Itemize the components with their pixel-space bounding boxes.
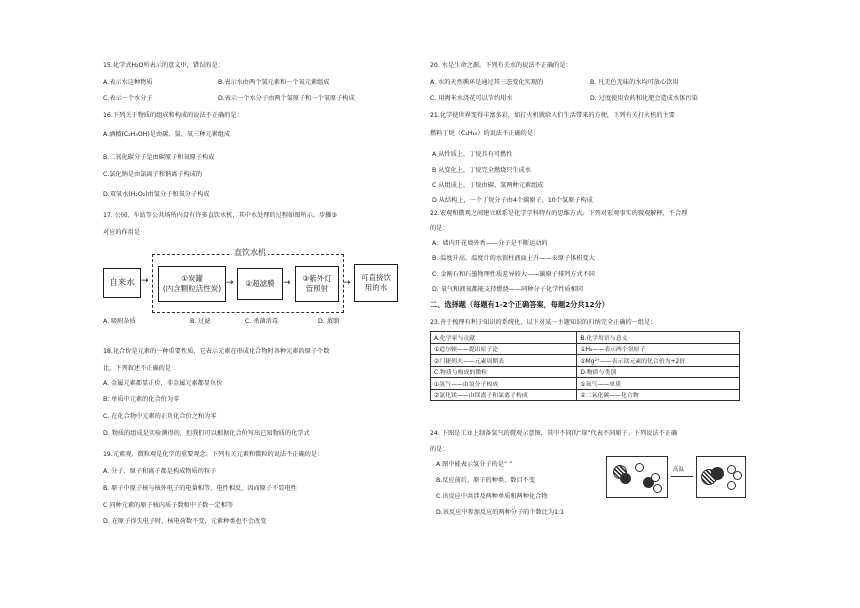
q16-option-a: A.酒精(C₂H₅OH)是由碳、氢、氧三种元素组成 xyxy=(103,131,231,138)
q21-option-a: A 从性质上，丁烷具有可燃性 xyxy=(432,151,513,158)
q18-option-b: B. 单质中元素的化合价为零 xyxy=(103,396,180,403)
q17-option-a: A. 吸附杂质 xyxy=(103,318,136,325)
q19-option-d: D. 在原子得失电子时，核电荷数不变，元素种类也不会改变 xyxy=(103,518,267,525)
q22-option-c: C. 金刚石和石墨物理性质差异较大——碳原子排列方式不同 xyxy=(432,271,595,278)
carbon-tank-note: (内含颗粒活性炭) xyxy=(162,284,222,293)
q21-stem-line2: 燃料丁烷（C₄H₁₀）的说法不正确的是： xyxy=(430,130,540,137)
table-row xyxy=(431,355,740,367)
table-cell: ①道尔顿——提出原子论 xyxy=(431,343,577,355)
section-2-heading: 二、选择题（每题有1-2个正确答案，每题2分共12分） xyxy=(430,300,609,309)
q24-stem-line2: 的是： xyxy=(430,446,449,453)
hydrogen-atom-icon xyxy=(635,463,644,472)
table-cell: ②Mg²⁺——表示镁元素的化合价为+2价 xyxy=(577,355,740,367)
table-cell: ②二氧化碳——化合物 xyxy=(577,389,740,401)
q22-option-d: D. 氧气和液氧都能支持燃烧——同种分子化学性质相同 xyxy=(432,286,584,293)
reactants-box xyxy=(606,456,668,498)
table-cell: B.化学用语与意义 xyxy=(577,332,740,344)
uv-lamp-note: 管照射 xyxy=(305,284,329,293)
oxygen-atom-icon xyxy=(711,467,724,480)
q16-option-c: C.氯化钠是由氯离子和钠离子构成的 xyxy=(103,171,203,178)
q21-option-c: C 从组成上，丁烷由碳、氢两种元素组成 xyxy=(432,182,544,189)
drinkable-water-line1: 可直接饮 xyxy=(361,273,391,282)
q17-stem-line2: 对应的作用是 xyxy=(103,229,141,236)
q21-stem-line1: 21.化学使世界变得丰富多彩，如打火机就给人们生活带来的方便，下列有关打火机的主要 xyxy=(430,112,675,119)
table-row xyxy=(431,366,740,378)
q24-stem-line1: 24. 下图是工业上制备氢气的微观示意图，其中不同的“球”代表不同原子。下列说法不正确 xyxy=(430,430,678,437)
q16-option-d: D.双氧水(H₂O₂)由氢分子和氧分子构成 xyxy=(103,191,210,198)
q17-option-b: B. 过滤 xyxy=(190,318,211,325)
uv-lamp-label: ③紫外灯 xyxy=(302,274,332,283)
hydrogen-atom-icon xyxy=(727,481,736,490)
q18-stem-line2: 比。下列叙述不正确的是： xyxy=(103,365,178,372)
table-cell: C.物质与构成的微粒 xyxy=(431,366,577,378)
table-cell: A.化学家与贡献 xyxy=(431,332,577,344)
oxygen-atom-icon xyxy=(620,473,631,484)
q16-stem: 16.下列关于物质的组成和构成的说法不正确的是： xyxy=(103,112,243,119)
table-cell: ①H₂——表示两个氢原子 xyxy=(577,343,740,355)
arrow-icon: → xyxy=(141,276,149,286)
q15-option-b: B.表示水由两个氢元素和一个氧元素组成 xyxy=(218,79,330,86)
machine-label: 直饮水机 xyxy=(234,248,266,257)
q24-option-b: B.反应前后，原子的种类、数目不变 xyxy=(436,477,536,484)
table-cell: D.物质与类别 xyxy=(577,366,740,378)
q22-stem-line1: 22.宏观和微观之间建立联系是化学学科特有的思维方式。下列对宏观事实的微观解释，不合理 xyxy=(430,210,688,217)
q21-option-d: D 从结构上，一个丁烷分子由4个碳原子、10个氢原子构成 xyxy=(432,197,593,204)
q18-option-a: A. 金属元素都显正价，非金属元素都显负价 xyxy=(103,380,223,387)
q17-option-d: D. 蒸馏 xyxy=(318,318,340,325)
table-cell: ②门捷列夫——元素周期表 xyxy=(431,355,577,367)
q20-stem: 20. 水是生命之源。下列有关水的说法不正确的是： xyxy=(430,62,572,69)
q19-option-c: C 同种元素的原子核内质子数和中子数一定相等 xyxy=(103,502,234,509)
reaction-condition-label: 高温 xyxy=(673,467,685,473)
q19-stem: 19.元素观、微粒观是化学的重要观念。下列有关元素和微粒的说法不正确的是： xyxy=(103,451,324,458)
q20-option-b: B. 凡无色无味的水均可放心饮用 xyxy=(590,79,679,86)
q18-option-d: D. 物质的组成是实验测得的，但我们可以根据化合价写出已知物质的化学式 xyxy=(103,430,310,437)
q15-option-a: A.表示水这种物质 xyxy=(103,79,153,86)
q18-stem-line1: 18.化合价是元素的一种重要性质，它表示元素在形成化合物时各种元素的原子个数 xyxy=(103,348,330,355)
q20-option-a: A. 水的天然循环是通过其三态变化实现的 xyxy=(430,79,544,86)
q22-option-b: B. 温度升高，温度计的水银柱液面上升——汞原子体积变大 xyxy=(432,255,595,262)
ultrafiltration-box: ②超滤膜 xyxy=(237,268,283,300)
q19-option-a: A. 分子、原子和离子都是构成物质的粒子 xyxy=(103,468,217,475)
q18-option-c: C. 在化合物中元素的正负化合价之和为零 xyxy=(103,413,217,420)
q24-option-a: A.图中能表示氢分子的是“ ” xyxy=(436,461,513,468)
q15-option-c: C.表示一个水分子 xyxy=(103,95,153,102)
table-cell: ①氢气——由氢分子构成 xyxy=(431,378,577,390)
table-row xyxy=(431,389,740,401)
q17-option-c: C. 杀菌消毒 xyxy=(245,318,279,325)
tap-water-box: 自来水 xyxy=(103,268,141,298)
q23-stem: 23.善于梳理有利于知识的系统化，以下对某一主题知识的归纳完全正确的一组是： xyxy=(430,319,657,326)
table-row xyxy=(431,332,740,344)
drinkable-water-line2: 用的水 xyxy=(364,283,388,292)
arrow-icon: → xyxy=(343,278,351,288)
q19-option-b: B. 原子中原子核与核外电子的电量相等、电性相反，因而原子不显电性 xyxy=(103,485,297,492)
q15-option-d: D.表示一个水分子由两个氢原子和一个氧原子构成 xyxy=(218,95,355,102)
table-cell: ①氧气——单质 xyxy=(577,378,740,390)
q15-stem: 15.化学式H₂O所表示的意义中，错误的是： xyxy=(103,62,224,69)
reaction-arrow-icon xyxy=(671,476,693,477)
q23-table xyxy=(430,331,740,401)
drinkable-water-box xyxy=(354,264,398,302)
q17-stem-line1: 17. 公园、车站等公共场所内设有许多直饮水机，其中水处理的过程如图所示。步骤③ xyxy=(103,212,337,219)
q20-option-c: C. 用淘米水浇花可以节约用水 xyxy=(430,95,513,102)
hydrogen-atom-icon xyxy=(651,473,660,482)
table-row xyxy=(431,378,740,390)
q24-option-d: D.该反应中参加反应的两种分子的个数比为1:1 xyxy=(436,509,565,516)
uv-lamp-box xyxy=(295,266,339,302)
q16-option-b: B.二氧化碳分子是由碳原子和氧原子构成 xyxy=(103,154,215,161)
q20-option-d: D. 过度使用农药和化肥会造成水体污染 xyxy=(590,95,698,102)
products-box xyxy=(696,456,746,498)
q24-option-c: C 该反应中共涉及两种单质和两种化合物 xyxy=(436,493,548,500)
q22-option-a: A：墙内开花墙外香——分子是不断运动的 xyxy=(432,240,548,247)
carbon-tank-label: ①炭罐 xyxy=(181,274,203,283)
table-row xyxy=(431,343,740,355)
arrow-icon: → xyxy=(283,278,291,288)
hydrogen-atom-icon xyxy=(733,471,742,480)
arrow-icon: → xyxy=(226,278,234,288)
carbon-tank-box xyxy=(158,266,226,302)
hydrogen-atom-icon xyxy=(653,484,662,493)
table-cell: ②氯化镁——由镁离子和氯离子构成 xyxy=(431,389,577,401)
q21-option-b: B 从变化上，丁烷完全燃烧只生成水 xyxy=(432,167,532,174)
q22-stem-line2: 的是： xyxy=(430,225,449,232)
